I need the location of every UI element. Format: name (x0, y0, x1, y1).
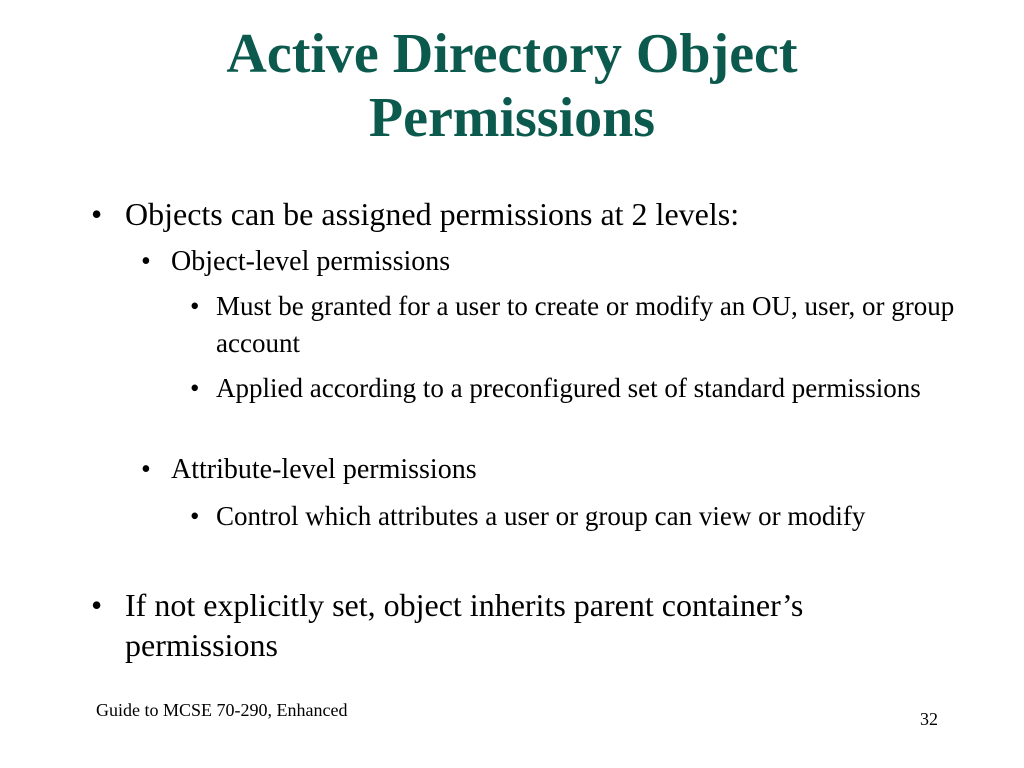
bullet-text: Object-level permissions (171, 246, 451, 277)
slide-title-line-1: Active Directory Object (226, 23, 798, 85)
bullet-item-level-3 (190, 370, 976, 407)
bullet-item-level-3 (190, 288, 976, 362)
bullet-marker: • (190, 373, 200, 403)
bullet-text: Must be granted for a user to create or modify an OU, user, or group account (216, 291, 955, 358)
bullet-item-level-1 (91, 194, 985, 234)
bullet-marker: • (141, 246, 151, 277)
bullet-marker: • (141, 454, 151, 485)
bullet-text: If not explicitly set, object inherits parent container’s permissions (125, 587, 804, 663)
bullet-item-level-2 (141, 453, 971, 487)
bullet-text: Control which attributes a user or group can view or modify (216, 501, 866, 531)
bullet-marker: • (91, 587, 103, 623)
bullet-item-level-3 (190, 498, 976, 535)
bullet-item-level-2 (141, 245, 971, 279)
slide-title-line-2: Permissions (368, 87, 656, 149)
slide-number: 32 (920, 709, 938, 729)
bullet-marker: • (190, 501, 200, 531)
bullet-marker: • (91, 196, 103, 232)
bullet-item-level-1 (91, 585, 885, 665)
bullet-text: Applied according to a preconfigured set of standard permissions (216, 373, 921, 403)
footer-course-title: Guide to MCSE 70-290, Enhanced (96, 700, 348, 720)
bullet-text: Attribute-level permissions (171, 454, 477, 485)
bullet-marker: • (190, 291, 200, 321)
bullet-text: Objects can be assigned permissions at 2 levels: (125, 196, 740, 232)
